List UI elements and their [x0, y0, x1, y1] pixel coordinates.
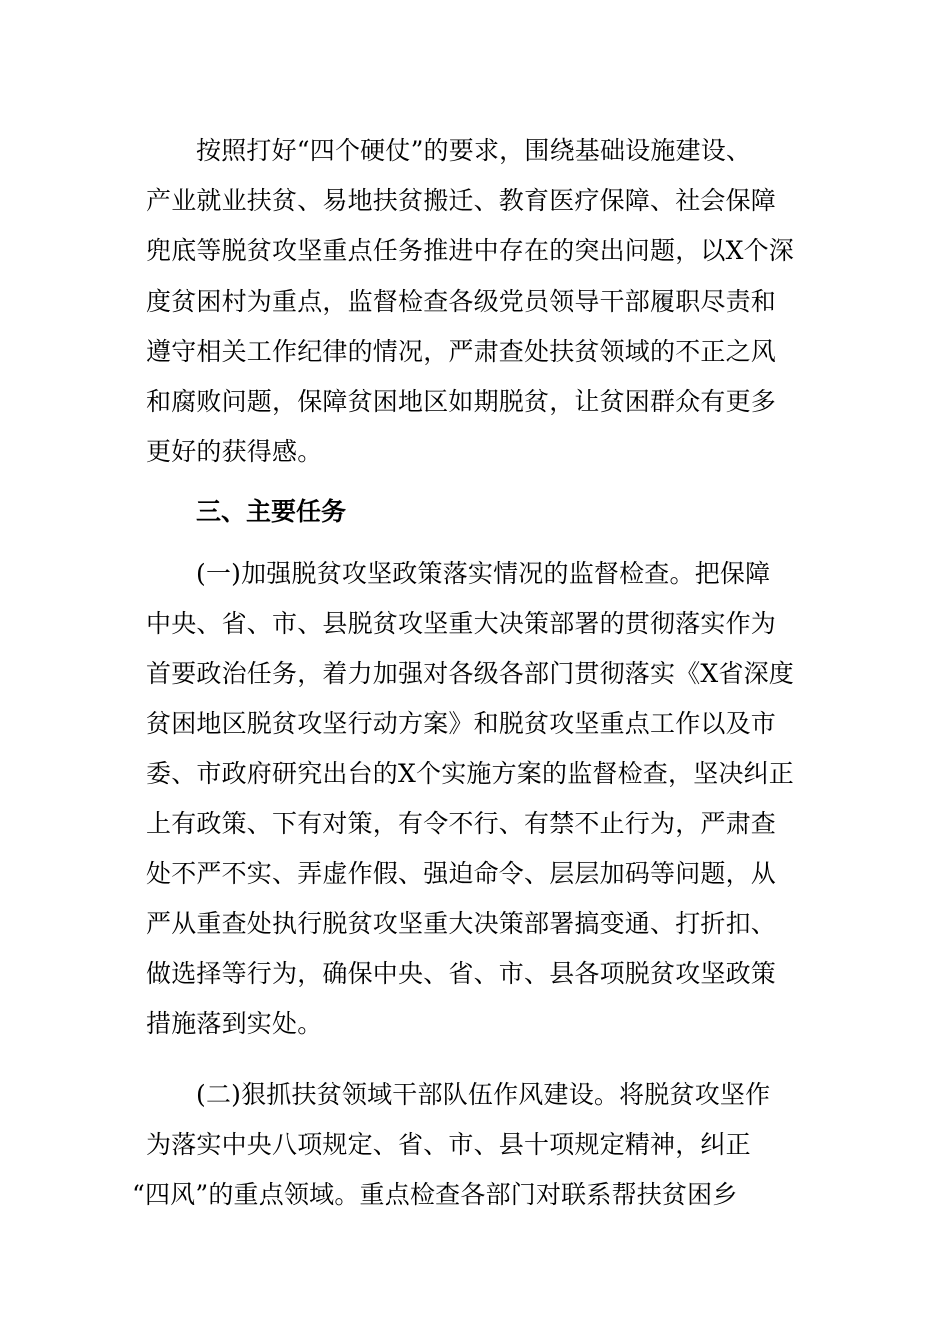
text-line: 严从重查处执行脱贫攻坚重大决策部署搞变通、打折扣、 — [146, 909, 777, 938]
text-line: 做选择等行为，确保中央、省、市、县各项脱贫攻坚政策 — [146, 959, 777, 988]
text-line: (二)狠抓扶贫领域干部队伍作风建设。将脱贫攻坚作 — [196, 1080, 771, 1109]
text-line: 为落实中央八项规定、省、市、县十项规定精神，纠正 — [146, 1130, 751, 1159]
text-line: 和腐败问题，保障贫困地区如期脱贫，让贫困群众有更多 — [146, 387, 777, 416]
text-line: 贫困地区脱贫攻坚行动方案》和脱贫攻坚重点工作以及市 — [146, 709, 777, 738]
text-line: 度贫困村为重点，监督检查各级党员领导干部履职尽责和 — [146, 287, 777, 316]
text-line: 兜底等脱贫攻坚重点任务推进中存在的突出问题，以X个深 — [146, 236, 795, 265]
text-line: 委、市政府研究出台的X个实施方案的监督检查，坚决纠正 — [146, 759, 795, 788]
task-paragraph-1 — [146, 559, 810, 1049]
text-line: 更好的获得感。 — [146, 437, 323, 466]
text-line: 措施落到实处。 — [146, 1009, 323, 1038]
text-line: 处不严不实、弄虚作假、强迫命令、层层加码等问题，从 — [146, 859, 777, 888]
intro-paragraph — [146, 136, 810, 476]
text-line: “四风”的重点领域。重点检查各部门对联系帮扶贫困乡 — [132, 1180, 738, 1209]
text-line: 首要政治任务，着力加强对各级各部门贯彻落实《X省深度 — [146, 659, 795, 688]
task-paragraph-2 — [132, 1080, 810, 1220]
text-line: 按照打好“四个硬仗”的要求，围绕基础设施建设、 — [196, 136, 752, 165]
text-line: 产业就业扶贫、易地扶贫搬迁、教育医疗保障、社会保障 — [146, 186, 777, 215]
section-heading: 三、主要任务 — [196, 497, 347, 526]
text-line: (一)加强脱贫攻坚政策落实情况的监督检查。把保障 — [196, 559, 771, 588]
text-line: 中央、省、市、县脱贫攻坚重大决策部署的贯彻落实作为 — [146, 609, 777, 638]
text-line: 上有政策、下有对策，有令不行、有禁不止行为，严肃查 — [146, 809, 777, 838]
text-line: 遵守相关工作纪律的情况，严肃查处扶贫领域的不正之风 — [146, 337, 777, 366]
